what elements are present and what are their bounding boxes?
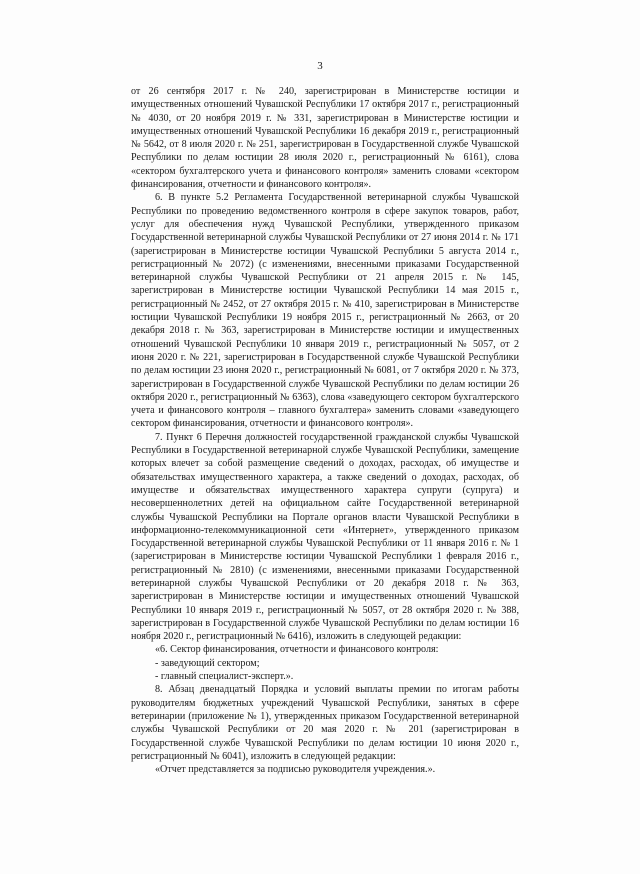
paragraph-item-6: 6. В пункте 5.2 Регламента Государственной ветеринарной службы Чувашской Республики по проведению ведомственного контроля в сфере закупок товаров, работ, услуг для обеспечения нужд Чувашской Республики, утвержденного приказом Государственной ветеринарной службы Чувашской Республики от 27 июня 2014 г. № 171 (зарегистрирован в Министерстве юстиции Чувашской Республики 5 августа 2014 г., регистрационный № 2072) (с изменениями, внесенными приказами Государственной ветеринарной службы Чувашской Республики от 21 апреля 2015 г. № 145, зарегистрирован в Министерстве юстиции Чувашской Республики 14 мая 2015 г., регистрационный № 2452, от 27 октября 2015 г. № 410, зарегистрирован в Министерстве юстиции Чувашской Республики 19 ноября 2015 г., регистрационный № 2663, от 20 декабря 2018 г. № 363, зарегистрирован в Министерстве юстиции и имущественных отношений Чувашской Республики 10 января 2019 г., регистрационный № 5057, от 2 июня 2020 г. № 221, зарегистрирован в Государственной службе Чувашской Республики по делам юстиции 23 июня 2020 г., регистрационный № 6081, от 7 октября 2020 г. № 373, зарегистрирован в Государственной службе Чувашской Республики по делам юстиции 26 октября 2020 г., регистрационный № 6363), слова «заведующего сектором бухгалтерского учета и финансового контроля – главного бухгалтера» заменить словами «заведующего сектором финансирования, отчетности и финансового контроля». bbox=[131, 192, 519, 430]
quote-report-line: «Отчет представляется за подписью руководителя учреждения.». bbox=[155, 764, 436, 776]
quote-list-item-head: - заведующий сектором; bbox=[155, 657, 260, 669]
quote-list-item-specialist: - главный специалист-эксперт.». bbox=[155, 671, 294, 683]
quote-section-title: «6. Сектор финансирования, отчетности и финансового контроля: bbox=[155, 644, 439, 656]
paragraph-item-7: 7. Пункт 6 Перечня должностей государственной гражданской службы Чувашской Республики в Государственной ветеринарной службе Чувашской Республики, замещение которых влечет за собой размещение сведений о доходах, расходах, об имуществе и обязательствах имущественного характера, а также сведений о доходах, расходах, об имуществе и обязательствах имущественного характера супруги (супруга) и несовершеннолетних детей на официальном сайте Государственной ветеринарной службы Чувашской Республики на Портале органов власти Чувашской Республики в информационно-телекоммуникационной сети «Интернет», утвержденного приказом Государственной ветеринарной службы Чувашской Республики от 11 января 2016 г. № 1 (зарегистрирован в Министерстве юстиции Чувашской Республики 1 февраля 2016 г., регистрационный № 2810) (с изменениями, внесенными приказами Государственной ветеринарной службы Чувашской Республики от 20 декабря 2018 г. № 363, зарегистрирован в Министерстве юстиции и имущественных отношений Чувашской Республики 10 января 2019 г., регистрационный № 5057, от 28 октября 2020 г. № 388, зарегистрирован в Государственной службе Чувашской Республики по делам юстиции 16 ноября 2020 г., регистрационный № 6416), изложить в следующей редакции: bbox=[131, 431, 519, 643]
page-number: 3 bbox=[317, 60, 323, 72]
document-body bbox=[131, 85, 519, 776]
paragraph-continuation: от 26 сентября 2017 г. № 240, зарегистрирован в Министерстве юстиции и имущественных отношений Чувашской Республики 17 октября 2017 г., регистрационный № 4030, от 20 ноября 2019 г. № 331, зарегистрирован в Министерстве юстиции и имущественных отношений Чувашской Республики 16 декабря 2019 г., регистрационный № 5642, от 8 июля 2020 г. № 251, зарегистрирован в Государственной службе Чувашской Республики по делам юстиции 28 июля 2020 г., регистрационный № 6161), слова «сектором бухгалтерского учета и финансового контроля» заменить словами «сектором финансирования, отчетности и финансового контроля». bbox=[131, 86, 519, 191]
paragraph-item-8: 8. Абзац двенадцатый Порядка и условий выплаты премии по итогам работы руководителям бюджетных учреждений Чувашской Республики, занятых в сфере ветеринарии (приложение № 1), утвержденных приказом Государственной ветеринарной службы Чувашской Республики от 20 мая 2020 г. № 201 (зарегистрирован в Государственной службе Чувашской Республики по делам юстиции 10 июня 2020 г., регистрационный № 6041), изложить в следующей редакции: bbox=[131, 684, 519, 762]
